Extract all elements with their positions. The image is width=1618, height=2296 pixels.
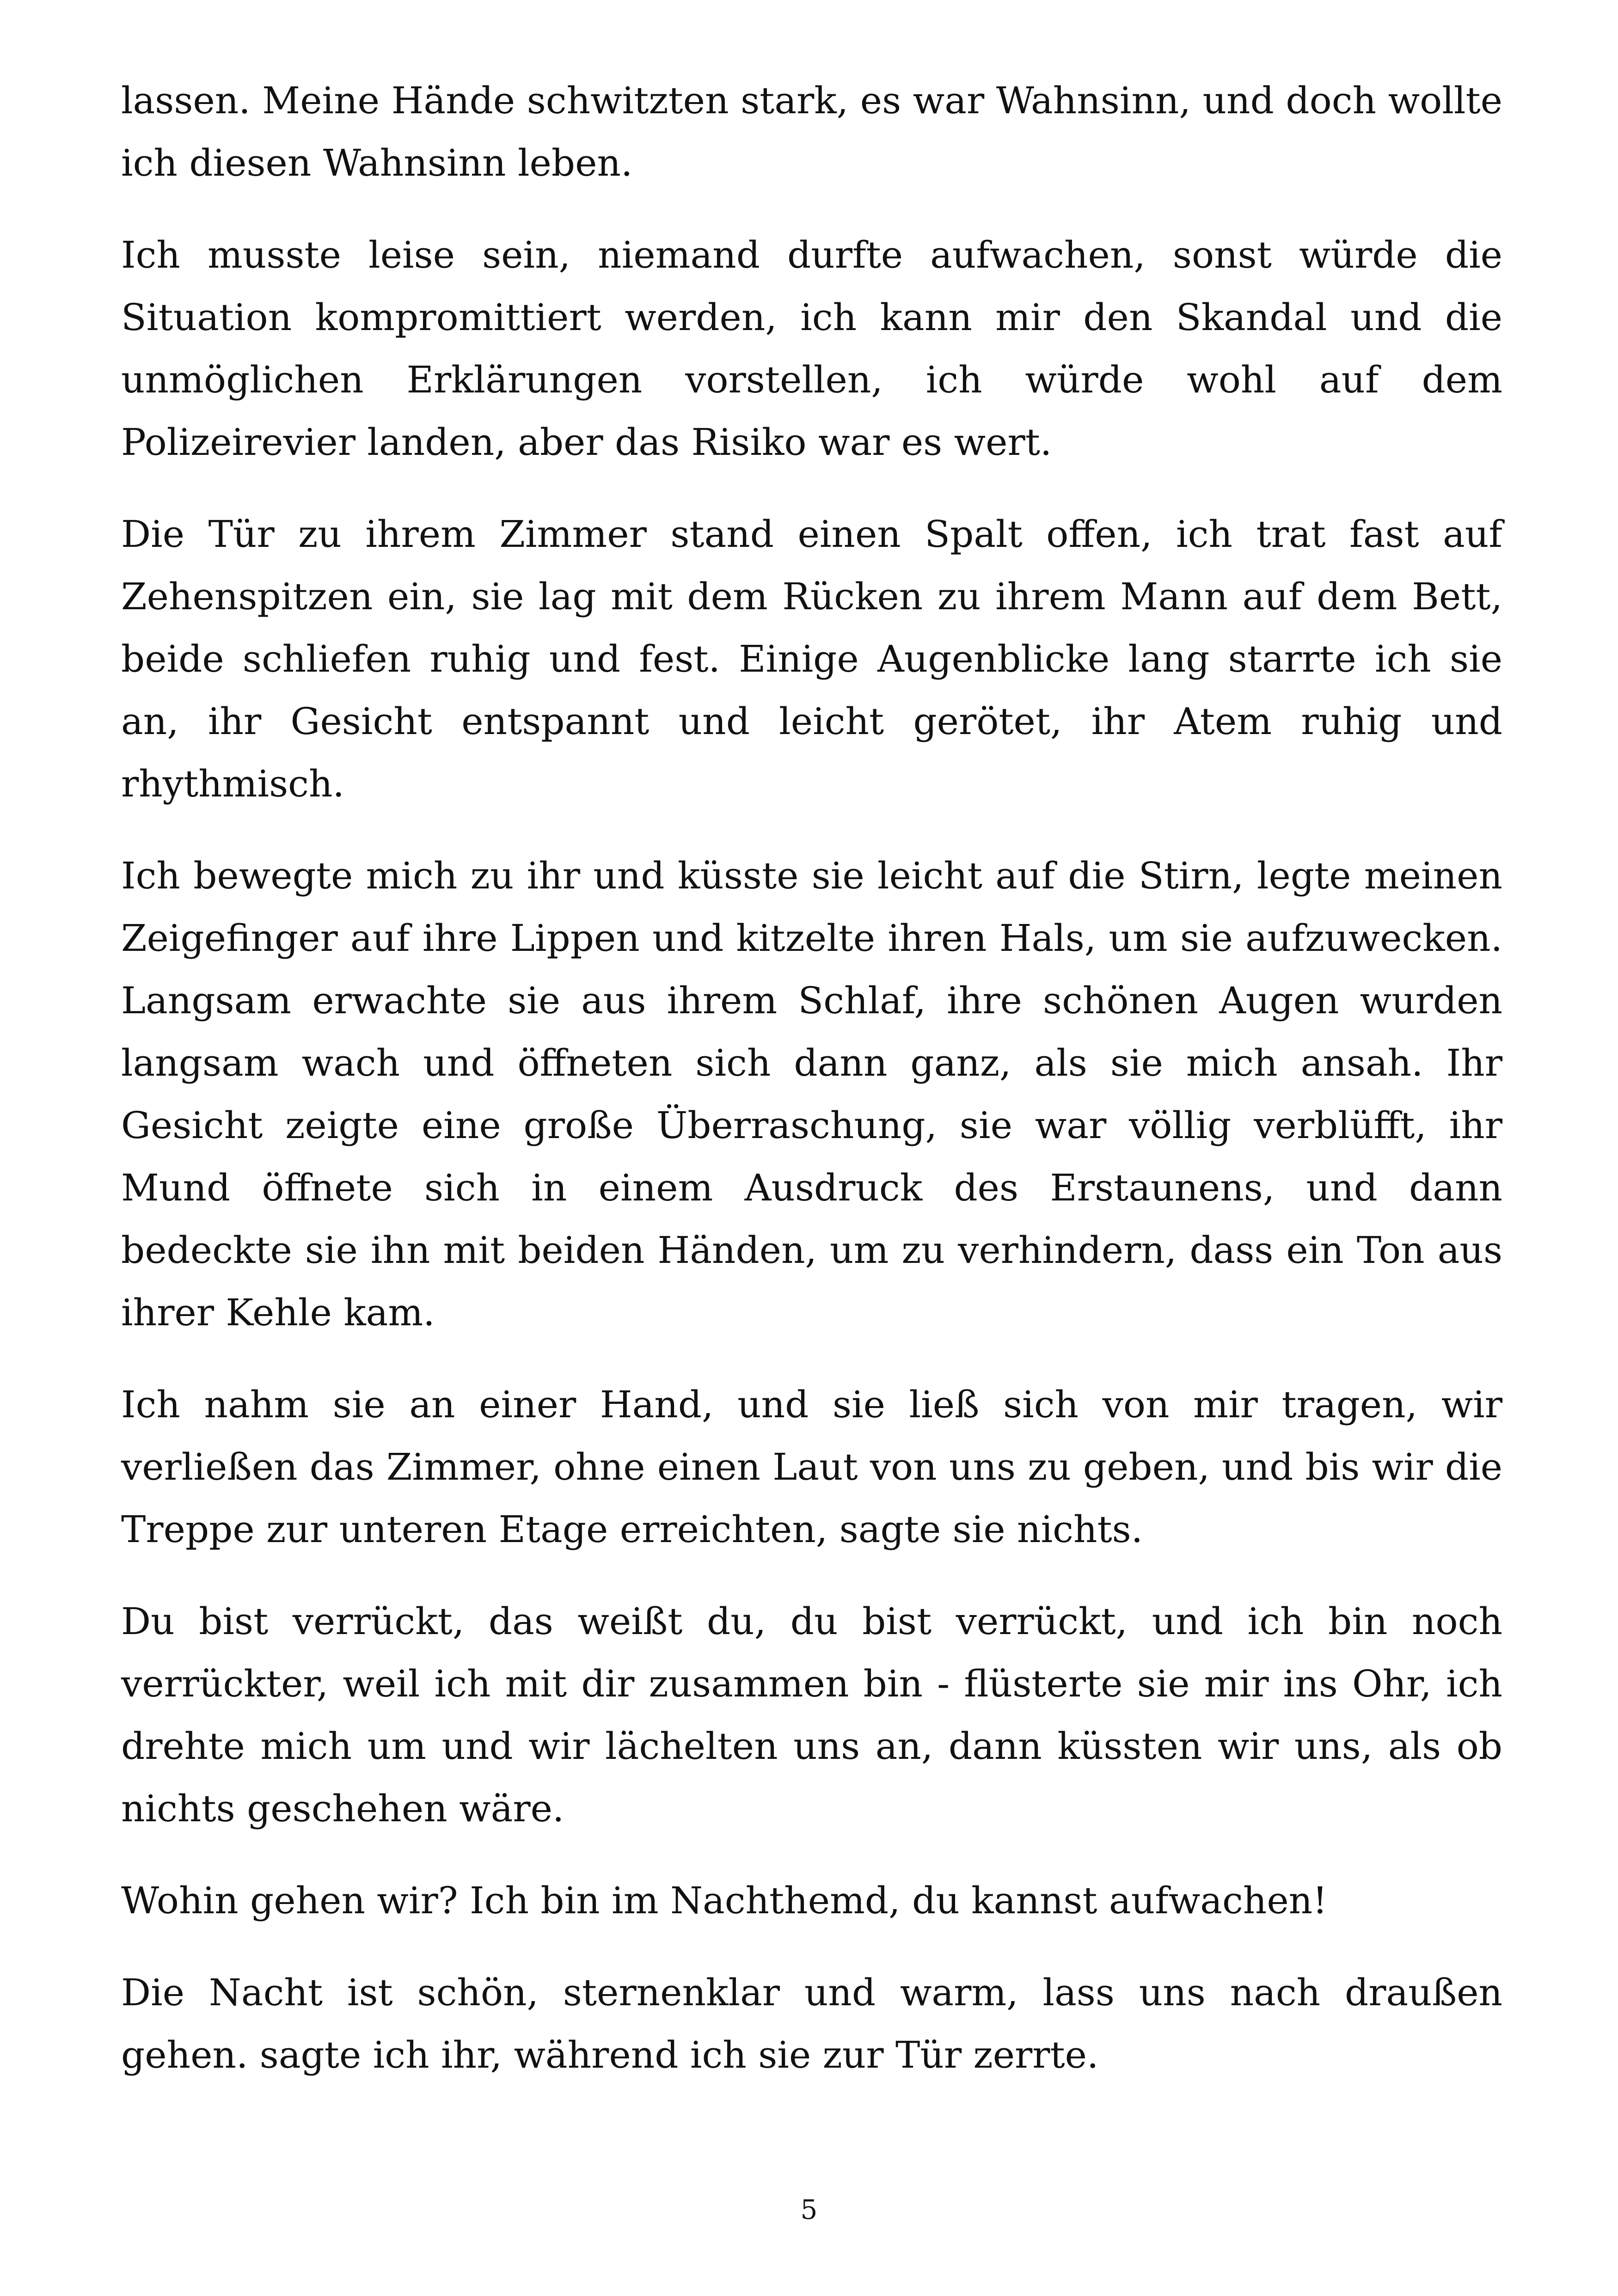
paragraph-7: Wohin gehen wir? Ich bin im Nachthemd, du kannst aufwachen! [121, 1879, 1328, 1922]
paragraph-1: lassen. Meine Hände schwitzten stark, es war Wahnsinn, und doch wollte ich diesen Wahnsinn leben. [121, 79, 1502, 184]
paragraph-8: Die Nacht ist schön, sternenklar und warm, lass uns nach draußen gehen. sagte ich ihr, während ich sie zur Tür zerrte. [121, 1971, 1502, 2076]
paragraph-2: Ich musste leise sein, niemand durfte aufwachen, sonst würde die Situation kompromittiert werden, ich kann mir den Skandal und die unmöglichen Erklärungen vorstellen, ich würde wohl auf dem Polizeirevier landen, aber das Risiko war es wert. [121, 233, 1502, 464]
paragraph-5: Ich nahm sie an einer Hand, und sie ließ sich von mir tragen, wir verließen das Zimmer, ohne einen Laut von uns zu geben, und bis wir die Treppe zur unteren Etage erreichten, sagte sie nichts. [121, 1383, 1502, 1551]
paragraph-3: Die Tür zu ihrem Zimmer stand einen Spalt offen, ich trat fast auf Zehenspitzen ein, sie lag mit dem Rücken zu ihrem Mann auf dem Bett, beide schliefen ruhig und fest. Einige Augenblicke lang starrte ich sie an, ihr Gesicht entspannt und leicht gerötet, ihr Atem ruhig und rhythmisch. [121, 513, 1502, 805]
page-number: 5 [800, 2194, 818, 2225]
paragraph-4: Ich bewegte mich zu ihr und küsste sie leicht auf die Stirn, legte meinen Zeigefinger auf ihre Lippen und kitzelte ihren Hals, um sie aufzuwecken. Langsam erwachte sie aus ihrem Schlaf, ihre schönen Augen wurden langsam wach und öffneten sich dann ganz, als sie mich ansah. Ihr Gesicht zeigte eine große Überraschung, sie war völlig verblüfft, ihr Mund öffnete sich in einem Ausdruck des Erstaunens, und dann bedeckte sie ihn mit beiden Händen, um zu verhindern, dass ein Ton aus ihrer Kehle kam. [121, 854, 1502, 1334]
body-text [121, 69, 1502, 2116]
paragraph-6: Du bist verrückt, das weißt du, du bist verrückt, und ich bin noch verrückter, weil ich mit dir zusammen bin - flüsterte sie mir ins Ohr, ich drehte mich um und wir lächelten uns an, dann küssten wir uns, als ob nichts geschehen wäre. [121, 1600, 1502, 1830]
